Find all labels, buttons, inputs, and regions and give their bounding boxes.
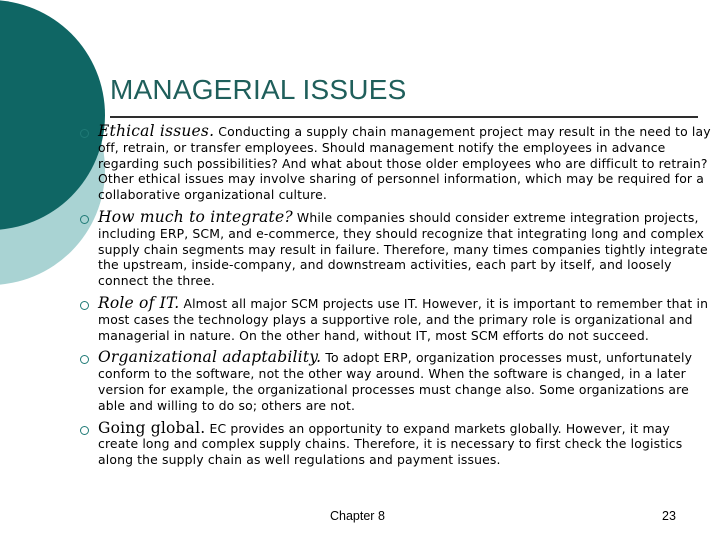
bullet-text (98, 124, 712, 203)
bullet-list (80, 124, 712, 475)
bullet-text (98, 418, 712, 468)
bullet-heading: Organizational adaptability. (98, 348, 322, 367)
bullet-role-of-it (80, 293, 712, 343)
title-underline (110, 116, 698, 118)
bullet-body: Almost all major SCM projects use IT. However, it is important to remember that in most cases the technology plays a supportive role, and the primary role is organizational and managerial in nature. On the other hand, without IT, most SCM efforts do not succeed. (98, 295, 709, 343)
bullet-marker (80, 301, 89, 310)
bullet-body: To adopt ERP, organization processes must, unfortunately conform to the software, not the other way around. When the software is changed, in a later version for example, the organizational processes must change also. Some organizations are able and willing to do so; others are not. (98, 350, 693, 413)
bullet-going-global (80, 418, 712, 468)
bullet-how-much-to-integrate (80, 207, 712, 289)
bullet-body: EC provides an opportunity to expand markets globally. However, it may create long and complex supply chains. Therefore, it is necessary to first check the logistics along the supply chain as well regulations and payment issues. (98, 420, 683, 468)
bullet-text (98, 350, 712, 413)
bullet-text (98, 207, 712, 289)
bullet-heading: Going global. (98, 418, 206, 437)
footer-page-number: 23 (662, 509, 676, 523)
bullet-heading: Ethical issues. (98, 122, 215, 140)
bullet-marker (80, 355, 89, 364)
footer-chapter: Chapter 8 (330, 509, 385, 523)
bullet-marker (80, 129, 89, 138)
bullet-organizational-adaptability (80, 350, 712, 413)
slide-title: MANAGERIAL ISSUES (110, 74, 407, 105)
bullet-body: While companies should consider extreme integration projects, including ERP, SCM, and e-commerce, they should recognize that integrating long and complex supply chain segments may result in failure. Therefore, many times companies tightly integrate the upstream, inside-company, and downstream activities, each part by itself, and loosely connect the three. (98, 209, 708, 289)
bullet-heading: Role of IT. (98, 293, 180, 312)
bullet-body: Conducting a supply chain management project may result in the need to lay off, retrain, or transfer employees. Should management notify the employees in advance regarding such possibilities? And what about those older employees who are difficult to retrain? Other ethical issues may involve sharing of personnel information, which may be required for a collaborative organizational culture. (98, 124, 711, 203)
bullet-ethical-issues (80, 124, 712, 203)
bullet-text (98, 293, 712, 343)
bullet-heading: How much to integrate? (98, 207, 293, 226)
bullet-marker (80, 426, 89, 435)
bullet-marker (80, 215, 89, 224)
